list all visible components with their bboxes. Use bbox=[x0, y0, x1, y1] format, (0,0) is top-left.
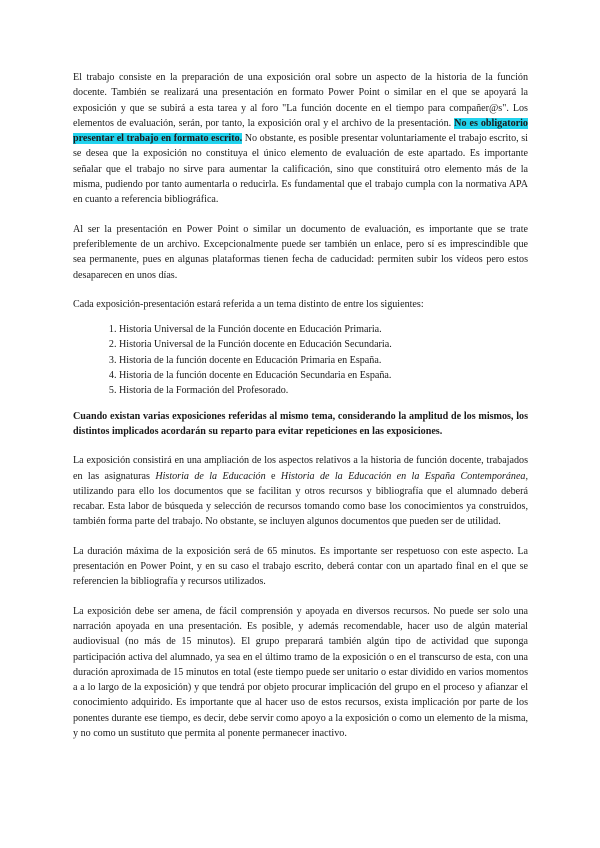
course-title-2: Historia de la Educación en la España Contemporánea, bbox=[280, 470, 529, 482]
content-text: La exposición consistirá en una ampliación de los aspectos relativos a la historia de función docente, trabajados en las asignaturas bbox=[73, 455, 528, 482]
list-item: 4. Historia de la función docente en Educación Secundaria en España. bbox=[119, 368, 528, 383]
paragraph-topics-intro: Cada exposición-presentación estará referida a un tema distinto de entre los siguientes: bbox=[73, 298, 424, 310]
content-connector: e bbox=[271, 470, 276, 482]
paragraph-presentation-format: Al ser la presentación en Power Point o similar un documento de evaluación, es importante que se trate preferiblemente de un archivo. Excepcionalmente puede ser también un enlace, pero sí es imprescindible que sea permanente, pues en algunas plataformas tienen fecha de caducidad: permiten subir los vídeos pero estos desaparecen en unos días. bbox=[73, 223, 528, 281]
highlighted-notice: No es obligatorio presentar el trabajo en formato escrito. bbox=[73, 117, 528, 145]
list-item: 2. Historia Universal de la Función docente en Educación Secundaria. bbox=[119, 337, 528, 352]
intro-text-continued: No obstante, es posible presentar voluntariamente el trabajo escrito, si se desea que la exposición no constituya el único elemento de evaluación de este apartado. Es importante señalar que el trabajo no sirve para aumentar la calificación, sino que constituirá otro elemento más de la misma, pudiendo por tanto aumentarla o reducirla. Es fundamental que el trabajo cumpla con la normativa APA en cuanto a referencia bibliográfica. bbox=[73, 133, 528, 206]
paragraph-duration: La duración máxima de la exposición será de 65 minutos. Es importante ser respetuoso con este aspecto. La presentación en Power Point, y en su caso el trabajo escrito, deberá contar con un apartado final en el que se referencien la bibliografía y recursos utilizados. bbox=[73, 545, 528, 588]
intro-text: El trabajo consiste en la preparación de una exposición oral sobre un aspecto de la historia de la función docente. También se realizará una presentación en formato Power Point o similar en el que se apoyará la exposición y que se subirá a esta tarea y al foro "La función docente en el tiempo para compañer@s". Los elementos de evaluación, serán, por tanto, la exposición oral y el archivo de la presentación. bbox=[73, 72, 528, 129]
paragraph-bold-note: Cuando existan varias exposiciones referidas al mismo tema, considerando la amplitud de los mismos, los distintos implicados acordarán su reparto para evitar repeticiones en las exposiciones. bbox=[73, 410, 528, 437]
course-title-1: Historia de la Educación bbox=[155, 470, 266, 482]
paragraph-exposition-content bbox=[73, 453, 528, 529]
document-body bbox=[73, 70, 528, 755]
list-item: 3. Historia de la función docente en Educación Primaria en España. bbox=[119, 353, 528, 368]
list-item: 1. Historia Universal de la Función docente en Educación Primaria. bbox=[119, 322, 528, 337]
content-text-continued: utilizando para ello los documentos que se facilitan y otros recursos y bibliografía que el alumnado deberá recabar. Esta labor de búsqueda y selección de recursos tomando como base los conocimientos ya construidos, también forma parte del trabajo. No obstante, se incluyen algunos documentos que pueden ser de utilidad. bbox=[73, 485, 528, 528]
paragraph-intro bbox=[73, 70, 528, 208]
paragraph-recommendations: La exposición debe ser amena, de fácil comprensión y apoyada en diversos recursos. No puede ser solo una narración apoyada en una presentación. Es posible, y además recomendable, hacer uso de algún material audiovisual (no más de 15 minutos). El grupo preparará también algún tipo de actividad que suponga participación activa del alumnado, ya sea en el último tramo de la exposición o en el transcurso de esta, con una duración aproximada de 15 minutos en total (este tiempo puede ser unitario o estar dividido en varios momentos a a lo largo de la exposición) y que tendrá por objeto procurar implicación del grupo en el proceso y afianzar el conocimiento adquirido. Es importante que al hacer uso de estos recursos, exista implicación por parte de los ponentes durante ese tiempo, es decir, debe servir como apoyo a la exposición o como un elemento de la misma, y no como un sustituto que permita al ponente permanecer inactivo. bbox=[73, 605, 528, 739]
list-item: 5. Historia de la Formación del Profesorado. bbox=[119, 383, 528, 398]
topics-list bbox=[73, 322, 528, 398]
